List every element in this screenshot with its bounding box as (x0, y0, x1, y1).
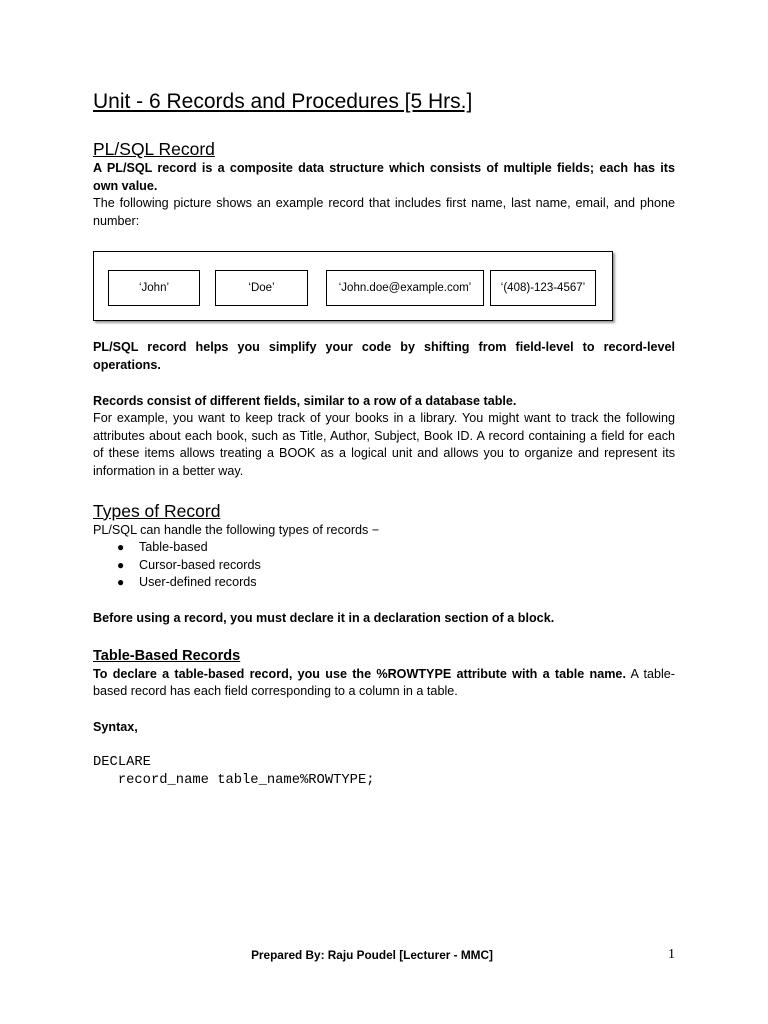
page-footer (0, 946, 768, 964)
declare-note-text: Before using a record, you must declare it in a declaration section of a block. (93, 610, 555, 625)
bullet-icon: ● (117, 575, 125, 590)
section-heading-table-based-records: Table-Based Records (93, 647, 241, 664)
document-title: Unit - 6 Records and Procedures [5 Hrs.] (93, 90, 473, 113)
code-line-record: record_name table_name%ROWTYPE; (93, 773, 375, 789)
record-field-last-name: ‘Doe’ (215, 270, 308, 306)
list-item: ● Table-based (93, 539, 675, 557)
record-example-diagram (93, 251, 613, 321)
record-definition: A PL/SQL record is a composite data structure which consists of multiple fields; each has its own value. (93, 161, 675, 193)
table-based-bold-text: To declare a table-based record, you use the %ROWTYPE attribute with a table name. (93, 666, 626, 681)
record-rows-text: Records consist of different fields, similar to a row of a database table. (93, 393, 517, 408)
types-intro-text: PL/SQL can handle the following types of records − (93, 522, 380, 537)
document-page (93, 88, 675, 790)
list-item: ● Cursor-based records (93, 557, 675, 575)
bullet-icon: ● (117, 557, 125, 572)
record-field-first-name: ‘John’ (108, 270, 200, 306)
record-simplify-text: PL/SQL record helps you simplify your code by shifting from field-level to record-level operations. (93, 340, 675, 372)
syntax-label: Syntax, (93, 719, 138, 734)
record-intro-text: The following picture shows an example record that includes first name, last name, email, and phone number: (93, 196, 675, 228)
list-item: ● User-defined records (93, 574, 675, 592)
record-types-list (93, 539, 675, 592)
code-line-declare: DECLARE (93, 755, 151, 771)
record-field-email: ‘John.doe@example.com’ (326, 270, 484, 306)
record-example-paragraph: For example, you want to keep track of your books in a library. You might want to track the following attributes about each book, such as Title, Author, Subject, Book ID. A record containing a field for each of these items allows treating a BOOK as a logical unit and allows you to organize and represent its information in a better way. (93, 411, 675, 478)
section-heading-plsql-record: PL/SQL Record (93, 139, 215, 159)
page-number: 1 (668, 947, 675, 962)
record-field-phone: ‘(408)-123-4567’ (490, 270, 596, 306)
table-based-rest-text: A table-based record has each field corresponding to a column in a table. (93, 666, 675, 699)
bullet-icon: ● (117, 540, 125, 555)
syntax-code-block (93, 754, 675, 790)
table-based-paragraph (93, 666, 675, 701)
footer-author-text: Prepared By: Raju Poudel [Lecturer - MMC] (251, 948, 493, 962)
section-heading-types-of-record: Types of Record (93, 500, 221, 521)
